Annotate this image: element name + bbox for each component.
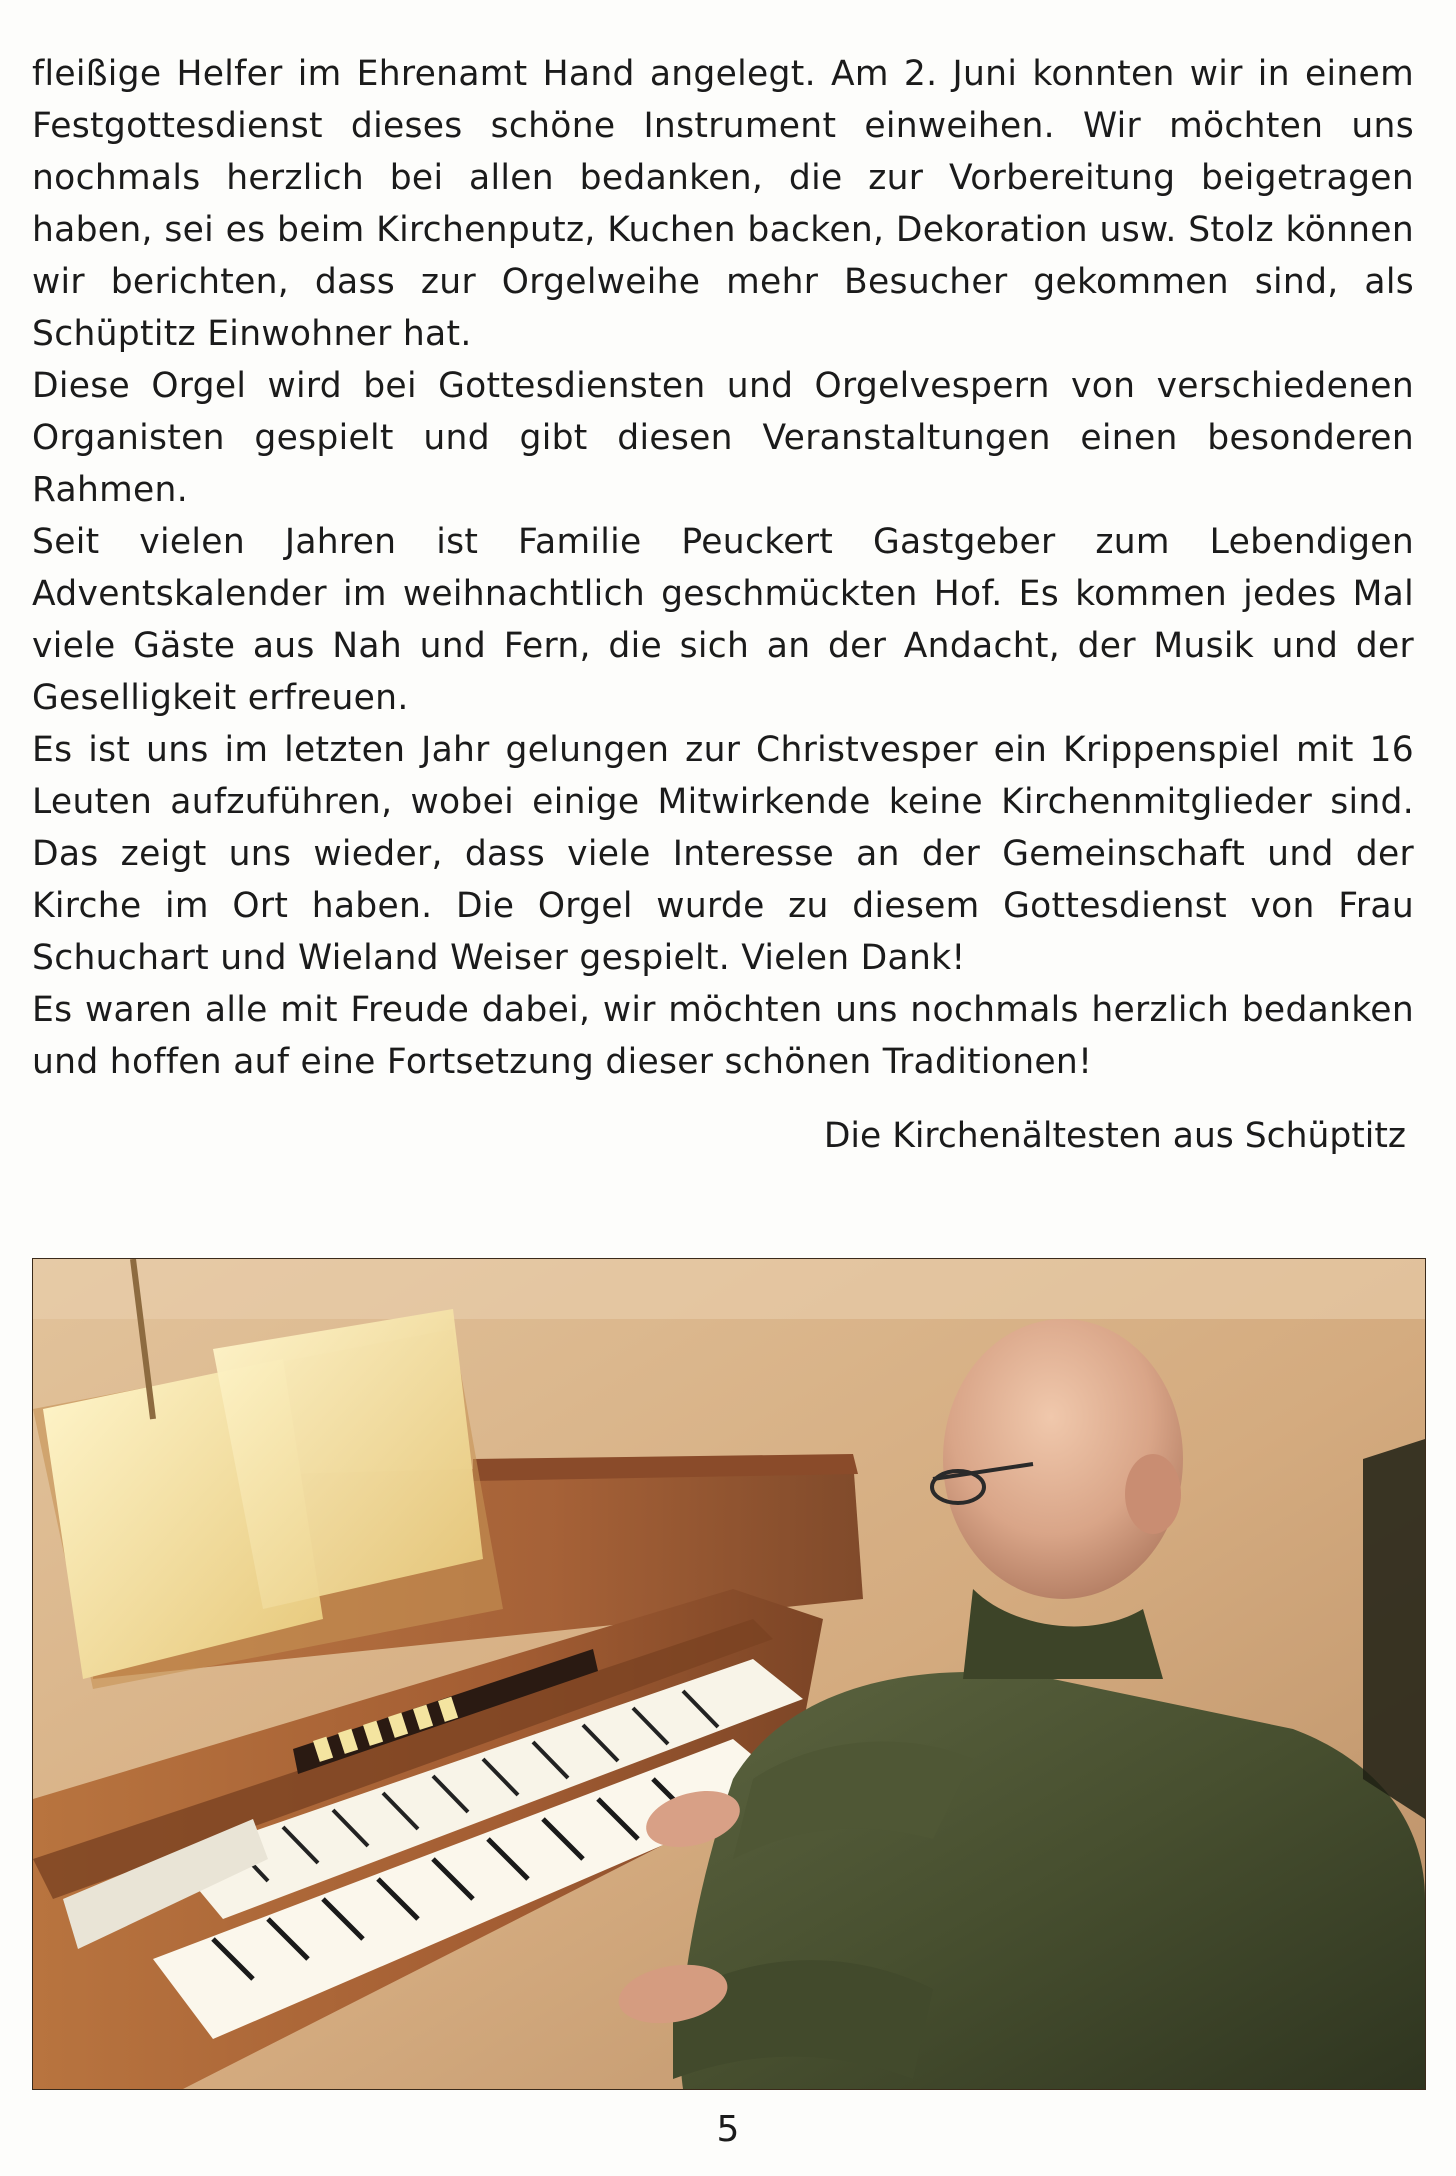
article-body bbox=[32, 48, 1414, 1088]
signature: Die Kirchenältesten aus Schüptitz bbox=[823, 1116, 1406, 1156]
paragraph-1: fleißige Helfer im Ehrenamt Hand angelegt. Am 2. Juni konnten wir in einem Festgottesdienst dieses schöne Instrument einweihen. Wir möchten uns nochmals herzlich bei allen bedanken, die zur Vorbereitung beigetragen haben, sei es beim Kirchenputz, Kuchen backen, Dekoration usw. Stolz können wir berichten, dass zur Orgelweihe mehr Besucher gekommen sind, als Schüptitz Einwohner hat. bbox=[32, 54, 1414, 354]
organist-photo bbox=[32, 1258, 1426, 2090]
paragraph-5: Es waren alle mit Freude dabei, wir möchten uns nochmals herzlich bedanken und hoffen auf eine Fortsetzung dieser schönen Traditionen! bbox=[32, 990, 1414, 1082]
paragraph-2: Diese Orgel wird bei Gottesdiensten und Orgelvespern von verschiedenen Organisten gespielt und gibt diesen Veranstaltungen einen besonderen Rahmen. bbox=[32, 366, 1414, 510]
paragraph-3: Seit vielen Jahren ist Familie Peuckert Gastgeber zum Lebendigen Adventskalender im weihnachtlich geschmückten Hof. Es kommen jedes Mal viele Gäste aus Nah und Fern, die sich an der Andacht, der Musik und der Geselligkeit erfreuen. bbox=[32, 522, 1414, 718]
paragraph-4: Es ist uns im letzten Jahr gelungen zur Christvesper ein Krippenspiel mit 16 Leuten aufzuführen, wobei einige Mitwirkende keine Kirchenmitglieder sind. Das zeigt uns wieder, dass viele Interesse an der Gemeinschaft und der Kirche im Ort haben. Die Orgel wurde zu diesem Gottesdienst von Frau Schuchart und Wieland Weiser gespielt. Vielen Dank! bbox=[32, 730, 1414, 978]
page-number: 5 bbox=[716, 2109, 740, 2150]
organist-photo-illustration bbox=[33, 1259, 1425, 2089]
